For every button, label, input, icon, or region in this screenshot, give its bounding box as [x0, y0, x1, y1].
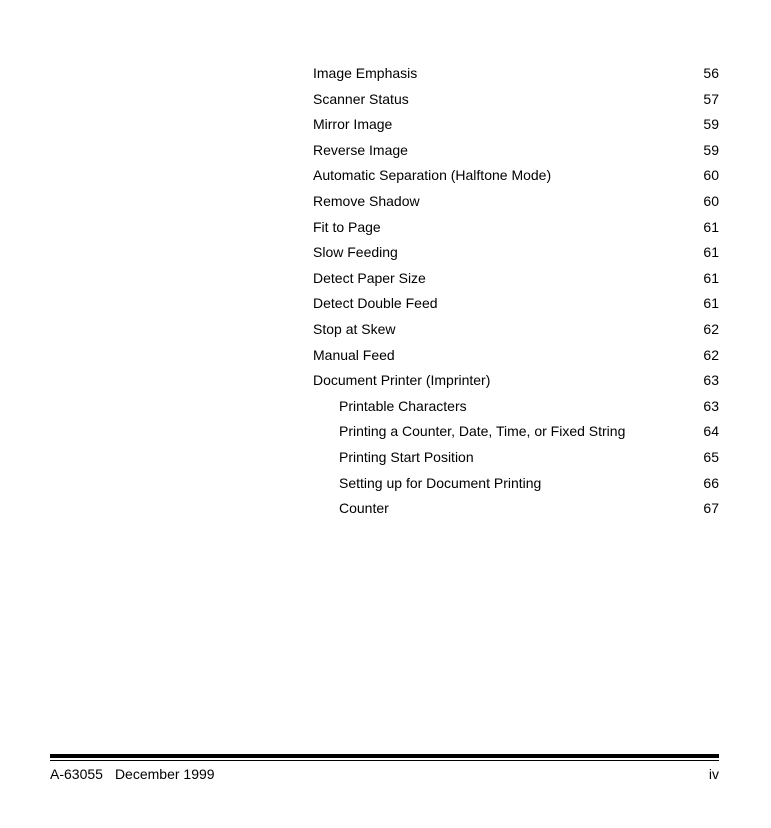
- toc-entry[interactable]: [313, 138, 719, 164]
- toc-entry-title: Automatic Separation (Halftone Mode): [313, 167, 552, 184]
- toc-entry[interactable]: [313, 163, 719, 189]
- toc-entry-page: 57: [703, 90, 719, 107]
- toc-entry-page: 61: [703, 295, 719, 312]
- toc-entry-title: Counter: [339, 500, 389, 517]
- toc-entry[interactable]: [313, 368, 719, 394]
- toc-entry-page: 66: [703, 474, 719, 491]
- toc-entry-title: Stop at Skew: [313, 320, 396, 337]
- toc-entry-title: Mirror Image: [313, 116, 393, 133]
- toc-entry-page: 62: [703, 320, 719, 337]
- toc-entry-title: Slow Feeding: [313, 244, 398, 261]
- toc-entry[interactable]: [313, 61, 719, 87]
- footer-rule-thin: [50, 760, 719, 761]
- footer-page-number: iv: [708, 766, 719, 782]
- toc-entry[interactable]: [313, 189, 719, 215]
- toc-entry-page: 63: [703, 372, 719, 389]
- toc-entry-page: 61: [703, 244, 719, 261]
- toc-entry-title: Detect Paper Size: [313, 269, 426, 286]
- toc-entry-page: 56: [703, 65, 719, 81]
- footer-rule-thick: [50, 754, 719, 758]
- footer-document-info: [50, 765, 215, 783]
- toc-entry[interactable]: [313, 87, 719, 113]
- toc-entry[interactable]: [313, 343, 719, 369]
- toc-entry-page: 60: [703, 192, 719, 209]
- toc-entry-page: 59: [703, 141, 719, 158]
- toc-entry[interactable]: [313, 215, 719, 241]
- toc-entry[interactable]: [313, 317, 719, 343]
- toc-entry[interactable]: [313, 240, 719, 266]
- toc-subentry[interactable]: [313, 419, 719, 445]
- toc-entry-page: 60: [703, 167, 719, 184]
- toc-entry-title: Setting up for Document Printing: [339, 474, 542, 491]
- toc-entry-page: 62: [703, 346, 719, 363]
- toc-entry-title: Document Printer (Imprinter): [313, 372, 491, 389]
- toc-subentry[interactable]: [313, 445, 719, 471]
- footer-date: December 1999: [114, 766, 215, 782]
- toc-entry-page: 59: [703, 116, 719, 133]
- toc-entry-page: 61: [703, 218, 719, 235]
- toc-entry-page: 63: [703, 397, 719, 414]
- toc-subentry[interactable]: [313, 394, 719, 420]
- toc-entry-title: Printable Characters: [339, 397, 467, 414]
- toc-entry-page: 65: [703, 448, 719, 465]
- toc-entry[interactable]: [313, 112, 719, 138]
- table-of-contents: [313, 61, 719, 522]
- toc-entry-title: Remove Shadow: [313, 192, 420, 209]
- toc-entry-page: 61: [703, 269, 719, 286]
- toc-entry-title: Fit to Page: [313, 218, 381, 235]
- toc-subentry[interactable]: [313, 471, 719, 497]
- toc-entry-title: Manual Feed: [313, 346, 395, 363]
- toc-entry-title: Image Emphasis: [313, 65, 418, 81]
- toc-entry[interactable]: [313, 266, 719, 292]
- toc-entry-title: Scanner Status: [313, 90, 409, 107]
- toc-entry-page: 67: [703, 500, 719, 517]
- toc-entry-title: Reverse Image: [313, 141, 408, 158]
- toc-subentry[interactable]: [313, 496, 719, 522]
- toc-entry-title: Printing a Counter, Date, Time, or Fixed String: [339, 423, 626, 440]
- toc-entry-title: Printing Start Position: [339, 448, 474, 465]
- toc-entry[interactable]: [313, 291, 719, 317]
- footer-doc-number: A-63055: [50, 766, 103, 782]
- toc-entry-page: 64: [703, 423, 719, 440]
- toc-entry-title: Detect Double Feed: [313, 295, 438, 312]
